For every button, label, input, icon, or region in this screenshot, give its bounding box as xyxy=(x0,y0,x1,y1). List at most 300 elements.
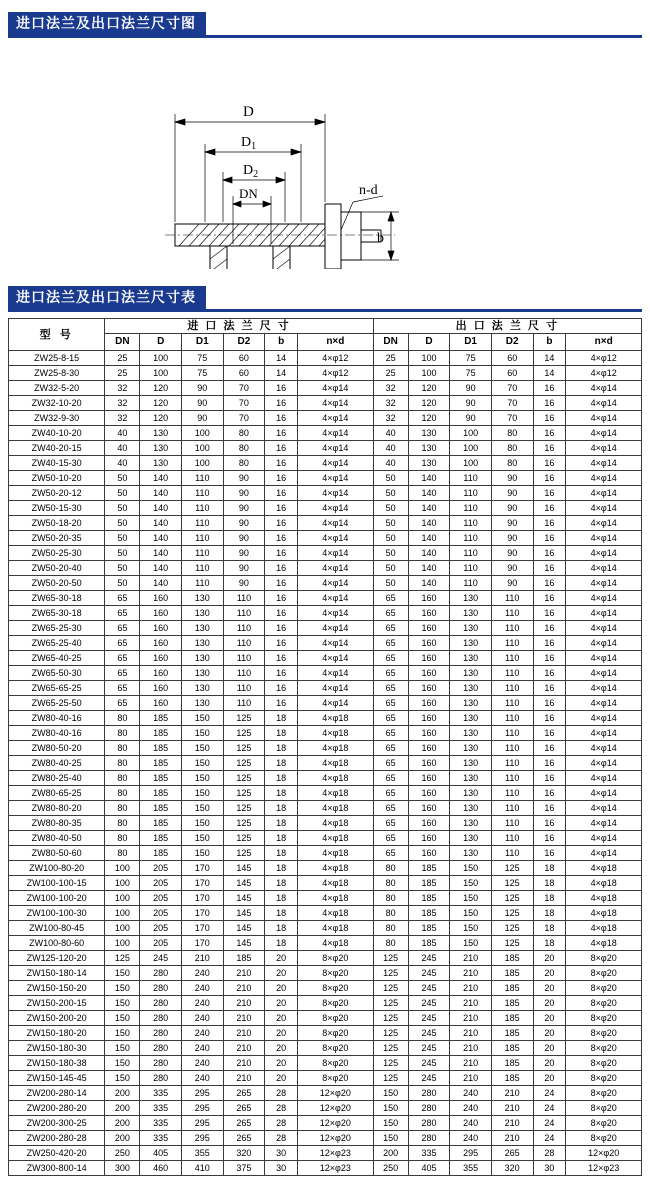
cell-outlet-D1: 110 xyxy=(450,561,492,576)
cell-outlet-D1: 295 xyxy=(450,1146,492,1161)
cell-outlet-D1: 130 xyxy=(450,786,492,801)
cell-outlet-D2: 70 xyxy=(491,381,533,396)
cell-inlet-b: 16 xyxy=(265,591,298,606)
table-row xyxy=(9,681,642,696)
cell-outlet-nxd: 4×φ14 xyxy=(566,441,642,456)
cell-inlet-DN: 150 xyxy=(105,996,140,1011)
cell-outlet-D: 140 xyxy=(408,561,450,576)
cell-outlet-DN: 125 xyxy=(373,996,408,1011)
cell-model: ZW50-25-30 xyxy=(9,546,105,561)
table-row xyxy=(9,1116,642,1131)
cell-inlet-D: 140 xyxy=(140,546,182,561)
cell-inlet-D: 205 xyxy=(140,921,182,936)
cell-inlet-nxd: 8×φ20 xyxy=(298,1056,374,1071)
table-body xyxy=(9,351,642,1176)
cell-inlet-D1: 170 xyxy=(182,861,224,876)
cell-outlet-b: 20 xyxy=(533,1011,566,1026)
table-row xyxy=(9,471,642,486)
cell-inlet-DN: 100 xyxy=(105,906,140,921)
cell-outlet-nxd: 8×φ20 xyxy=(566,1086,642,1101)
cell-outlet-D2: 80 xyxy=(491,456,533,471)
cell-outlet-nxd: 4×φ14 xyxy=(566,696,642,711)
cell-inlet-D1: 150 xyxy=(182,756,224,771)
cell-outlet-DN: 65 xyxy=(373,786,408,801)
cell-inlet-nxd: 4×φ14 xyxy=(298,531,374,546)
header-rule xyxy=(8,35,642,38)
cell-inlet-b: 16 xyxy=(265,681,298,696)
cell-outlet-D1: 150 xyxy=(450,936,492,951)
cell-inlet-b: 14 xyxy=(265,351,298,366)
cell-outlet-D2: 70 xyxy=(491,411,533,426)
dim-label-D1: $D_1$ xyxy=(241,135,257,152)
cell-inlet-D1: 150 xyxy=(182,786,224,801)
cell-model: ZW50-20-40 xyxy=(9,561,105,576)
cell-outlet-D: 245 xyxy=(408,966,450,981)
cell-inlet-b: 16 xyxy=(265,456,298,471)
cell-outlet-DN: 50 xyxy=(373,486,408,501)
cell-inlet-DN: 200 xyxy=(105,1131,140,1146)
cell-outlet-D1: 210 xyxy=(450,1071,492,1086)
cell-inlet-nxd: 4×φ14 xyxy=(298,621,374,636)
cell-outlet-D1: 150 xyxy=(450,861,492,876)
cell-outlet-nxd: 4×φ14 xyxy=(566,381,642,396)
cell-inlet-D2: 145 xyxy=(223,921,265,936)
cell-outlet-DN: 40 xyxy=(373,426,408,441)
cell-outlet-D: 130 xyxy=(408,426,450,441)
table-row xyxy=(9,756,642,771)
cell-inlet-D1: 240 xyxy=(182,1026,224,1041)
cell-inlet-DN: 65 xyxy=(105,696,140,711)
cell-outlet-D: 160 xyxy=(408,636,450,651)
cell-outlet-b: 24 xyxy=(533,1101,566,1116)
cell-inlet-D: 140 xyxy=(140,576,182,591)
cell-outlet-D: 100 xyxy=(408,351,450,366)
cell-inlet-b: 18 xyxy=(265,921,298,936)
cell-model: ZW65-25-30 xyxy=(9,621,105,636)
cell-inlet-DN: 80 xyxy=(105,816,140,831)
cell-outlet-DN: 125 xyxy=(373,1056,408,1071)
cell-inlet-D1: 240 xyxy=(182,981,224,996)
cell-inlet-b: 18 xyxy=(265,711,298,726)
cell-inlet-b: 16 xyxy=(265,576,298,591)
cell-inlet-D1: 150 xyxy=(182,726,224,741)
cell-model: ZW65-30-18 xyxy=(9,591,105,606)
cell-inlet-b: 20 xyxy=(265,966,298,981)
cell-outlet-nxd: 4×φ14 xyxy=(566,411,642,426)
cell-outlet-D: 280 xyxy=(408,1116,450,1131)
cell-outlet-D1: 130 xyxy=(450,846,492,861)
cell-outlet-D: 405 xyxy=(408,1161,450,1176)
table-row xyxy=(9,831,642,846)
cell-inlet-D2: 90 xyxy=(223,546,265,561)
cell-outlet-nxd: 4×φ14 xyxy=(566,576,642,591)
cell-inlet-DN: 150 xyxy=(105,981,140,996)
cell-inlet-D2: 90 xyxy=(223,576,265,591)
cell-outlet-nxd: 4×φ14 xyxy=(566,771,642,786)
cell-inlet-D1: 110 xyxy=(182,501,224,516)
cell-outlet-D1: 210 xyxy=(450,1011,492,1026)
dim-label-b: b xyxy=(377,231,384,246)
cell-outlet-b: 30 xyxy=(533,1161,566,1176)
cell-outlet-D2: 185 xyxy=(491,996,533,1011)
cell-outlet-b: 18 xyxy=(533,906,566,921)
cell-inlet-D: 185 xyxy=(140,771,182,786)
table-row xyxy=(9,1161,642,1176)
cell-inlet-D1: 100 xyxy=(182,441,224,456)
cell-inlet-D2: 125 xyxy=(223,726,265,741)
cell-outlet-DN: 65 xyxy=(373,726,408,741)
col-header-outlet-d2: D2 xyxy=(491,334,533,351)
cell-outlet-b: 28 xyxy=(533,1146,566,1161)
cell-model: ZW80-40-50 xyxy=(9,831,105,846)
cell-model: ZW80-80-35 xyxy=(9,816,105,831)
table-row xyxy=(9,531,642,546)
cell-outlet-b: 20 xyxy=(533,1071,566,1086)
cell-outlet-nxd: 8×φ20 xyxy=(566,1011,642,1026)
cell-outlet-D2: 90 xyxy=(491,471,533,486)
cell-inlet-b: 20 xyxy=(265,1026,298,1041)
cell-outlet-D1: 110 xyxy=(450,546,492,561)
cell-inlet-D2: 110 xyxy=(223,621,265,636)
cell-outlet-b: 16 xyxy=(533,516,566,531)
cell-inlet-nxd: 4×φ12 xyxy=(298,351,374,366)
cell-inlet-D1: 130 xyxy=(182,666,224,681)
cell-outlet-D1: 210 xyxy=(450,951,492,966)
cell-outlet-DN: 65 xyxy=(373,711,408,726)
cell-inlet-nxd: 8×φ20 xyxy=(298,1041,374,1056)
cell-outlet-D1: 130 xyxy=(450,696,492,711)
cell-inlet-D: 140 xyxy=(140,561,182,576)
cell-outlet-D2: 110 xyxy=(491,696,533,711)
cell-outlet-D2: 110 xyxy=(491,606,533,621)
cell-outlet-b: 24 xyxy=(533,1086,566,1101)
cell-inlet-b: 18 xyxy=(265,771,298,786)
flange-diagram-svg xyxy=(115,44,535,269)
cell-inlet-DN: 50 xyxy=(105,471,140,486)
cell-outlet-D2: 265 xyxy=(491,1146,533,1161)
cell-inlet-D1: 150 xyxy=(182,741,224,756)
cell-inlet-b: 30 xyxy=(265,1146,298,1161)
cell-inlet-DN: 100 xyxy=(105,936,140,951)
cell-outlet-b: 24 xyxy=(533,1131,566,1146)
cell-outlet-D: 160 xyxy=(408,621,450,636)
cell-inlet-b: 18 xyxy=(265,756,298,771)
cell-inlet-nxd: 12×φ23 xyxy=(298,1161,374,1176)
cell-inlet-D: 205 xyxy=(140,936,182,951)
cell-outlet-DN: 65 xyxy=(373,846,408,861)
cell-inlet-D1: 100 xyxy=(182,426,224,441)
cell-inlet-DN: 80 xyxy=(105,771,140,786)
cell-inlet-D2: 185 xyxy=(223,951,265,966)
cell-inlet-DN: 200 xyxy=(105,1086,140,1101)
cell-inlet-D1: 130 xyxy=(182,636,224,651)
cell-inlet-D: 280 xyxy=(140,1056,182,1071)
col-header-outlet-dn: DN xyxy=(373,334,408,351)
cell-outlet-D1: 90 xyxy=(450,381,492,396)
cell-outlet-D: 160 xyxy=(408,801,450,816)
cell-outlet-D1: 130 xyxy=(450,711,492,726)
cell-inlet-DN: 65 xyxy=(105,651,140,666)
cell-inlet-D: 280 xyxy=(140,966,182,981)
cell-outlet-D1: 240 xyxy=(450,1086,492,1101)
table-row xyxy=(9,501,642,516)
cell-inlet-D2: 110 xyxy=(223,591,265,606)
cell-model: ZW150-180-30 xyxy=(9,1041,105,1056)
cell-outlet-b: 16 xyxy=(533,636,566,651)
cell-inlet-D: 120 xyxy=(140,396,182,411)
cell-outlet-b: 16 xyxy=(533,501,566,516)
cell-inlet-D1: 410 xyxy=(182,1161,224,1176)
cell-inlet-D1: 170 xyxy=(182,936,224,951)
cell-inlet-D1: 240 xyxy=(182,1071,224,1086)
cell-inlet-D2: 210 xyxy=(223,966,265,981)
cell-outlet-DN: 200 xyxy=(373,1146,408,1161)
cell-inlet-nxd: 4×φ18 xyxy=(298,921,374,936)
cell-model: ZW250-420-20 xyxy=(9,1146,105,1161)
cell-outlet-b: 16 xyxy=(533,396,566,411)
cell-outlet-D2: 125 xyxy=(491,936,533,951)
cell-outlet-D: 160 xyxy=(408,756,450,771)
cell-outlet-D2: 90 xyxy=(491,486,533,501)
cell-outlet-b: 20 xyxy=(533,981,566,996)
cell-inlet-D1: 110 xyxy=(182,546,224,561)
cell-inlet-D: 160 xyxy=(140,681,182,696)
table-head xyxy=(9,319,642,351)
cell-outlet-DN: 150 xyxy=(373,1131,408,1146)
cell-model: ZW50-20-35 xyxy=(9,531,105,546)
table-section-header xyxy=(8,286,642,312)
cell-outlet-DN: 65 xyxy=(373,606,408,621)
cell-outlet-D1: 130 xyxy=(450,771,492,786)
cell-outlet-DN: 125 xyxy=(373,1011,408,1026)
cell-inlet-nxd: 4×φ14 xyxy=(298,426,374,441)
cell-outlet-D: 130 xyxy=(408,456,450,471)
cell-inlet-b: 16 xyxy=(265,516,298,531)
cell-inlet-D1: 210 xyxy=(182,951,224,966)
cell-outlet-D1: 210 xyxy=(450,1041,492,1056)
cell-inlet-D: 185 xyxy=(140,846,182,861)
cell-inlet-DN: 50 xyxy=(105,546,140,561)
cell-inlet-D2: 145 xyxy=(223,876,265,891)
cell-outlet-DN: 32 xyxy=(373,381,408,396)
cell-outlet-D: 245 xyxy=(408,981,450,996)
cell-outlet-nxd: 4×φ14 xyxy=(566,846,642,861)
cell-inlet-D2: 125 xyxy=(223,741,265,756)
table-row xyxy=(9,816,642,831)
cell-outlet-b: 16 xyxy=(533,531,566,546)
cell-inlet-b: 28 xyxy=(265,1116,298,1131)
cell-inlet-DN: 80 xyxy=(105,801,140,816)
cell-outlet-D2: 110 xyxy=(491,621,533,636)
cell-inlet-b: 16 xyxy=(265,396,298,411)
cell-outlet-D: 160 xyxy=(408,726,450,741)
cell-inlet-D2: 90 xyxy=(223,501,265,516)
cell-outlet-D1: 130 xyxy=(450,621,492,636)
table-row xyxy=(9,411,642,426)
cell-outlet-nxd: 4×φ14 xyxy=(566,666,642,681)
cell-inlet-b: 16 xyxy=(265,666,298,681)
cell-inlet-DN: 150 xyxy=(105,1041,140,1056)
cell-inlet-b: 20 xyxy=(265,1056,298,1071)
cell-outlet-b: 16 xyxy=(533,471,566,486)
cell-inlet-D2: 125 xyxy=(223,816,265,831)
cell-inlet-DN: 150 xyxy=(105,1071,140,1086)
cell-inlet-D: 140 xyxy=(140,486,182,501)
cell-outlet-D: 185 xyxy=(408,936,450,951)
cell-outlet-D2: 185 xyxy=(491,1071,533,1086)
cell-inlet-D1: 295 xyxy=(182,1131,224,1146)
cell-model: ZW80-80-20 xyxy=(9,801,105,816)
cell-inlet-DN: 100 xyxy=(105,921,140,936)
cell-inlet-nxd: 4×φ14 xyxy=(298,561,374,576)
dim-label-DN: DN xyxy=(239,186,258,201)
cell-inlet-D1: 170 xyxy=(182,906,224,921)
dim-label-D2: $D_2$ xyxy=(243,163,259,180)
cell-outlet-D: 160 xyxy=(408,606,450,621)
cell-inlet-D1: 295 xyxy=(182,1086,224,1101)
cell-inlet-D2: 110 xyxy=(223,681,265,696)
cell-inlet-DN: 150 xyxy=(105,1011,140,1026)
cell-inlet-DN: 40 xyxy=(105,456,140,471)
cell-inlet-D2: 145 xyxy=(223,861,265,876)
cell-inlet-D1: 130 xyxy=(182,681,224,696)
cell-outlet-D2: 90 xyxy=(491,531,533,546)
cell-inlet-nxd: 4×φ14 xyxy=(298,486,374,501)
cell-inlet-nxd: 4×φ14 xyxy=(298,396,374,411)
col-header-inlet-b: b xyxy=(265,334,298,351)
cell-inlet-D2: 125 xyxy=(223,756,265,771)
cell-inlet-D1: 110 xyxy=(182,516,224,531)
cell-inlet-nxd: 4×φ18 xyxy=(298,771,374,786)
cell-outlet-nxd: 4×φ18 xyxy=(566,861,642,876)
cell-model: ZW80-50-60 xyxy=(9,846,105,861)
cell-inlet-D1: 240 xyxy=(182,996,224,1011)
cell-inlet-nxd: 4×φ14 xyxy=(298,651,374,666)
cell-outlet-D1: 110 xyxy=(450,531,492,546)
cell-model: ZW100-100-15 xyxy=(9,876,105,891)
cell-inlet-DN: 300 xyxy=(105,1161,140,1176)
cell-outlet-nxd: 4×φ14 xyxy=(566,636,642,651)
cell-inlet-nxd: 4×φ14 xyxy=(298,501,374,516)
cell-outlet-nxd: 4×φ14 xyxy=(566,726,642,741)
table-group-header-row xyxy=(9,319,642,334)
table-row xyxy=(9,651,642,666)
cell-inlet-nxd: 4×φ14 xyxy=(298,381,374,396)
cell-inlet-nxd: 4×φ14 xyxy=(298,696,374,711)
cell-inlet-DN: 25 xyxy=(105,351,140,366)
cell-outlet-DN: 65 xyxy=(373,696,408,711)
cell-inlet-b: 20 xyxy=(265,996,298,1011)
cell-inlet-D2: 60 xyxy=(223,366,265,381)
cell-outlet-D: 140 xyxy=(408,531,450,546)
cell-outlet-D1: 130 xyxy=(450,726,492,741)
cell-outlet-D2: 185 xyxy=(491,951,533,966)
cell-outlet-D: 140 xyxy=(408,516,450,531)
cell-outlet-D: 245 xyxy=(408,1026,450,1041)
table-row xyxy=(9,591,642,606)
cell-outlet-DN: 125 xyxy=(373,1071,408,1086)
cell-outlet-DN: 25 xyxy=(373,366,408,381)
cell-outlet-D: 185 xyxy=(408,921,450,936)
cell-model: ZW100-80-45 xyxy=(9,921,105,936)
cell-outlet-DN: 80 xyxy=(373,861,408,876)
cell-outlet-DN: 65 xyxy=(373,666,408,681)
dim-label-nd: n-d xyxy=(359,183,378,198)
cell-inlet-DN: 65 xyxy=(105,606,140,621)
cell-inlet-DN: 100 xyxy=(105,891,140,906)
cell-inlet-nxd: 4×φ14 xyxy=(298,681,374,696)
page xyxy=(0,12,650,1176)
cell-outlet-b: 16 xyxy=(533,426,566,441)
col-group-outlet: 出 口 法 兰 尺 寸 xyxy=(373,319,641,334)
cell-inlet-D2: 90 xyxy=(223,561,265,576)
cell-inlet-D1: 150 xyxy=(182,771,224,786)
cell-inlet-nxd: 4×φ14 xyxy=(298,576,374,591)
cell-outlet-D2: 110 xyxy=(491,846,533,861)
cell-outlet-nxd: 4×φ18 xyxy=(566,936,642,951)
cell-outlet-D: 160 xyxy=(408,831,450,846)
cell-inlet-D2: 210 xyxy=(223,1026,265,1041)
cell-outlet-b: 20 xyxy=(533,1056,566,1071)
cell-outlet-DN: 250 xyxy=(373,1161,408,1176)
cell-inlet-DN: 65 xyxy=(105,591,140,606)
cell-inlet-DN: 65 xyxy=(105,666,140,681)
cell-outlet-D: 280 xyxy=(408,1101,450,1116)
cell-outlet-D2: 185 xyxy=(491,1041,533,1056)
cell-inlet-nxd: 4×φ14 xyxy=(298,546,374,561)
cell-inlet-D: 405 xyxy=(140,1146,182,1161)
cell-inlet-nxd: 4×φ18 xyxy=(298,831,374,846)
cell-inlet-nxd: 4×φ14 xyxy=(298,636,374,651)
cell-outlet-D1: 130 xyxy=(450,801,492,816)
cell-outlet-nxd: 8×φ20 xyxy=(566,1131,642,1146)
cell-outlet-nxd: 4×φ18 xyxy=(566,921,642,936)
cell-outlet-D1: 210 xyxy=(450,1026,492,1041)
cell-inlet-b: 16 xyxy=(265,441,298,456)
cell-outlet-b: 20 xyxy=(533,951,566,966)
cell-inlet-b: 18 xyxy=(265,816,298,831)
cell-inlet-D2: 110 xyxy=(223,666,265,681)
cell-model: ZW50-10-20 xyxy=(9,471,105,486)
cell-inlet-D1: 150 xyxy=(182,831,224,846)
cell-inlet-b: 16 xyxy=(265,606,298,621)
cell-inlet-D1: 90 xyxy=(182,411,224,426)
cell-model: ZW50-18-20 xyxy=(9,516,105,531)
cell-outlet-b: 16 xyxy=(533,546,566,561)
table-row xyxy=(9,981,642,996)
cell-outlet-DN: 65 xyxy=(373,741,408,756)
cell-inlet-D1: 130 xyxy=(182,651,224,666)
cell-outlet-nxd: 4×φ14 xyxy=(566,786,642,801)
cell-outlet-D: 160 xyxy=(408,816,450,831)
cell-outlet-D2: 90 xyxy=(491,516,533,531)
cell-outlet-D: 160 xyxy=(408,666,450,681)
cell-model: ZW200-280-28 xyxy=(9,1131,105,1146)
cell-outlet-b: 18 xyxy=(533,876,566,891)
cell-outlet-D2: 110 xyxy=(491,816,533,831)
cell-inlet-b: 16 xyxy=(265,696,298,711)
cell-model: ZW150-145-45 xyxy=(9,1071,105,1086)
cell-outlet-D1: 110 xyxy=(450,516,492,531)
cell-inlet-D: 130 xyxy=(140,441,182,456)
cell-outlet-DN: 65 xyxy=(373,651,408,666)
col-header-inlet-nd: n×d xyxy=(298,334,374,351)
cell-inlet-D1: 100 xyxy=(182,456,224,471)
cell-outlet-D: 245 xyxy=(408,1041,450,1056)
cell-outlet-nxd: 4×φ12 xyxy=(566,351,642,366)
table-row xyxy=(9,546,642,561)
cell-outlet-D2: 110 xyxy=(491,801,533,816)
